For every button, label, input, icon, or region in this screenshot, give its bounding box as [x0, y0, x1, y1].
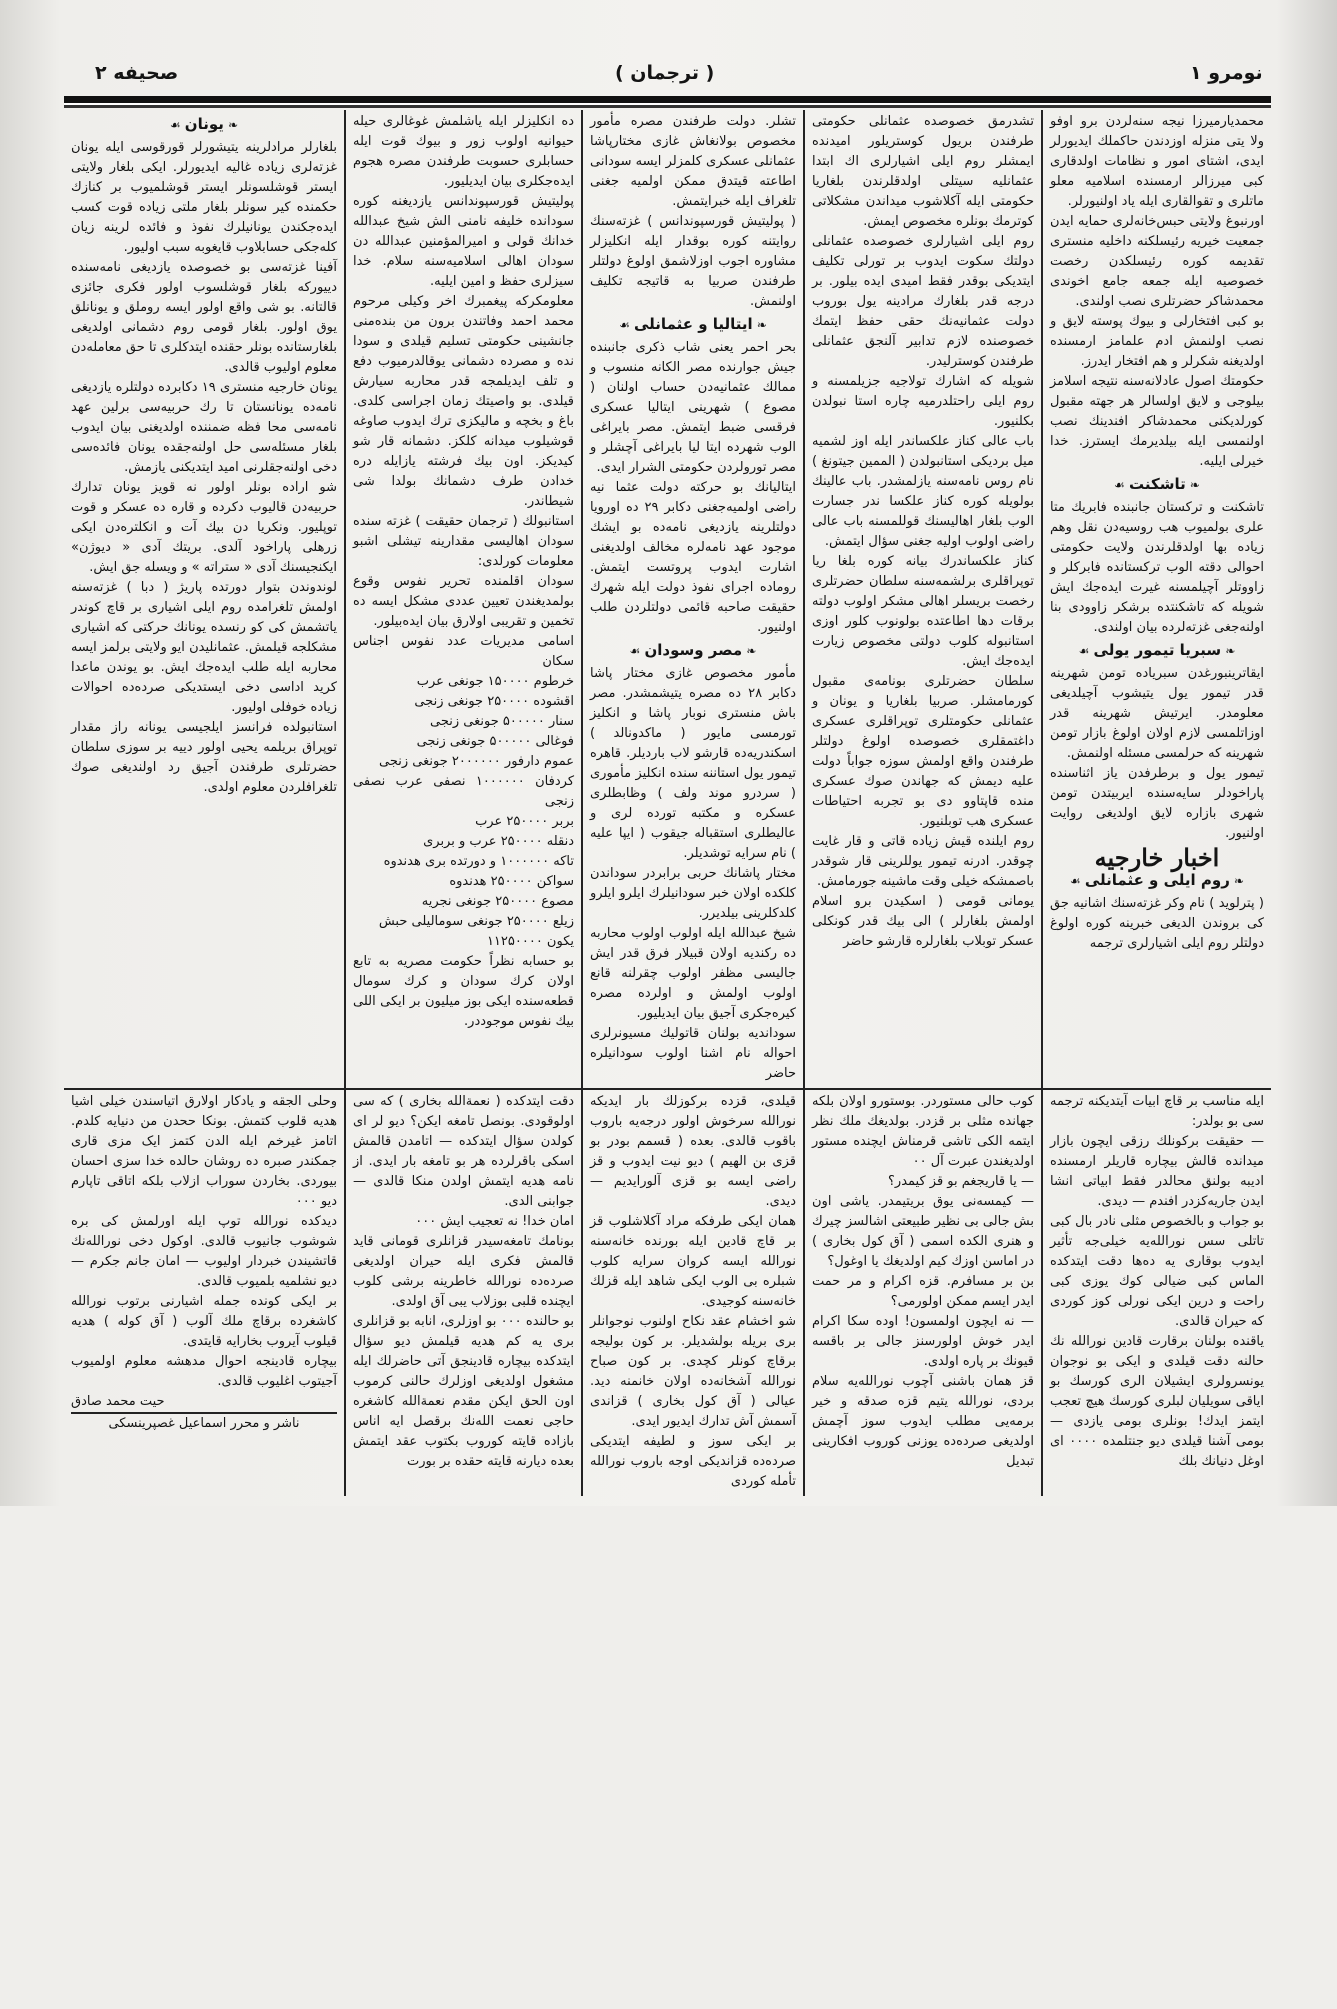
story-paragraph: بر ایکی سوز و لطیفه ایتدیکی صرده‌ده قزاندیکی اوجه باروب نورالله تأمله کوردی — [590, 1434, 796, 1489]
story-paragraph: بو حالنده ۰۰۰ بو اوزلری، انابه بو قزانلری بری یه کم هدیه قیلمش دیو سؤال ایتدکده بیچاره قادینجق آتی حاضرلك ایله مشغول اولدیغی اوزلرك حالنی کرموب اون الحق ایکن مقدم نعمةالله كاشغره حاجی نعمت الله‌نك برقصل ایه اناس بازاده قایته کوروب بکتوب عقد ایتمش بعده دیارنه قایته حقده بر بورت — [353, 1314, 574, 1469]
column-domestic-news — [1041, 110, 1271, 1088]
article-paragraph: مختار پاشانك حربی برابردر سوداندن کلکده اولان خبر سودانیلرك ایلرو ایلرو کلدکلرینی بیلدیرر. — [590, 866, 796, 921]
article-paragraph: روم ایلی اشیارلری خصوصده عثمانلی دولتك سکوت ایدوب بر تورلی تکلیف ایتدیکی بوقدر فقط امیدی ایده بیلور. بر درجه قدر بلغارك مرادینه یول بوروب دولت عثمانیه‌نك حقی حفظ ایتمك خصوصنده لازم تدابیر آلنجق عثمانلی طرفندن کوسترلیدر. — [812, 234, 1034, 369]
population-row: بربر ۲۵۰۰۰۰ عرب — [475, 814, 574, 829]
article-paragraph: استانبولك ( ترجمان حقیقت ) غزته سنده سودان اهالیسی مقدارینه تیشلی اشبو معلومات کورلدی: — [353, 514, 574, 569]
article-paragraph: حکومتك اصول عادلانه‌سنه نتیجه اسلامز بیلوجی و لایق اولسالر هر جهته مقبول کورلدیکنی محمدشاکر افندینك نصب اولنمسی ایله بیلدیرمك ایسترز. خدا خیرلی ایلیه. — [1050, 374, 1264, 469]
article-paragraph: مأمور مخصوص غازی مختار پاشا دکابر ۲۸ ده مصره یتیشمشدر. مصر باش منستری نوبار پاشا و انکلیز تورمسی مایور ( ماکدونالد ) اسکندریه‌ده قارشو لاب باردیلر. قاهره تیمور یول استاننه سنده انکلیز مأموری ( سردرو موند ولف ) وظابطلری عسکره و مکتبه تورده لری و عالیطلری استقباله جیقوب ( ایپا علیه ) نام سرایه توشدیلر. — [590, 666, 796, 861]
population-table-header: اسامی مدیریات عدد نفوس اجناس سکان — [353, 634, 574, 669]
issue-number-label: نومرو ۱ — [1190, 62, 1263, 84]
article-paragraph: سوداندیه بولنان قاتولیك مسیونرلری احواله نام اشنا اولوب سودانیلره حاضر — [590, 1026, 796, 1081]
story-paragraph: بن بر مسافرم. قزه اکرام و مر حمت ایدر ایسم ممکن اولورمی؟ — [812, 1274, 1034, 1309]
article-paragraph: استانبولده فرانسز ایلجیسی یونانه راز مقدار توپراق بریلمه یحیی اولور دییه بر سوزی سلطان حضرتلری طرفندن آجیق رد اولندیغی صوك تلغرافلردن معلوم اولدی. — [71, 720, 337, 795]
author-signature: حیت محمد صادق — [71, 1394, 165, 1409]
story-paragraph: امان خدا! نه تعجیب ایش ۰۰۰ — [415, 1214, 574, 1229]
column-italy-egypt — [581, 110, 803, 1088]
population-row: زیلع ۲۵۰۰۰۰ جونغی سومالیلی حبش — [378, 914, 574, 929]
article-paragraph: لوندوندن بتوار دورتده پاریژ ( دبا ) غزته‌سنه اولمش تلغرامده روم ایلی اشیاری بر قاچ کوندر یاتشمش کی کو رنسده یونانك حرکتی که اشیاری مشکلجه قیلمش. عثمانلیدن ایو ولایتی برلمز ایسه محاربه ایله طلب ایده‌جك ایش. بو یوندن ماعدا کرید اداسی دخی ایستدیکی صرده‌ده احوالات زیاده خوفلی اولیور. — [71, 580, 337, 715]
article-paragraph: شو اراده بونلر اولور نه قویز یونان تدارك حربیه‌دن قالیوب دکرده و قاره ده عسکر و قوت توپلیور. ونکریا دن بیك آت و انکلتره‌دن ایکی زرهلی پاراخود آلدی. بریتك آدی « دیوژن» ایکنجیسنك آدی « ستراته » و ویسله جق ایش. — [71, 480, 337, 575]
population-row: عموم دارفور ۲۰۰۰۰۰۰ جونغی زنجی — [379, 754, 574, 769]
foreign-news-masthead: اخبار خارجیه — [1094, 843, 1220, 872]
story-paragraph: دیدکده نورالله توپ ایله اورلمش کی بره شوشوب جانیوب قالدی. اوکول دخی نورالله‌نك قاتشیندن خبردار اولیوب — امان جانم جکرم — دیو نشلمیه بلمیوب قالدی. — [71, 1214, 337, 1289]
story-paragraph: — یا قاریجغم بو قز کیمدر؟ — [888, 1174, 1034, 1189]
article-paragraph: بحر احمر یعنی شاب ذکری جانبنده جیش جوارنده مصر الکانه منسوب و ممالك عثمانیه‌دن حساب اولنان ( مصوع ) شهرینی ایتالیا عسکری فرقسی ضبط ایتمش. مصر بایراغی الوب شهرده ایتا لیا بایراغی آچشلر و مصر تورولردن حکومتی الشرار ایدی. — [590, 340, 796, 475]
population-row: سنار ۵۰۰۰۰۰ جونغی زنجی — [430, 714, 574, 729]
population-row: خرطوم ۱۵۰۰۰۰ جونغی عرب — [416, 674, 574, 689]
article-paragraph: پولیتیش قورسپوندانس یازدیغنه کوره سودانده خلیفه نامنی الش شیخ عبدالله خدانك قولی و امیرالمؤمنین عبدالله دن سودان اهالی اسلامیه‌سنه سلام. خدا سیزلری حفظ و امین ایلیه. — [353, 194, 574, 289]
article-paragraph: یومانی قومی ( اسکیدن برو اسلام اولمش بلغارلر ) الی بیك قدر کونکلی عسکر توبلاب بلغارلره قارشو حاضر — [812, 894, 1034, 949]
population-total: یکون ۱۱۲۵۰۰۰۰ — [486, 934, 574, 949]
article-paragraph: یونان خارجیه منستری ۱۹ دکابرده دولتلره یازدیغی نامه‌ده یونانستان تا رك حربیه‌سی برلین عهد نامه‌سی محا فظه ضمننده اولدیغنی بیان ایدوب بلغار مسئله‌سی حل اولنه‌جقده یونان فائده‌سی دخی اولنه‌جقلرنی امید ایتدیکنی یازمش. — [71, 380, 337, 475]
section-heading-rumelia: ❧ روم ایلی و عثمانلی ☙ — [1050, 870, 1264, 891]
article-paragraph: بو حسابه نظراً حکومت مصریه به تابع اولان کرك سودان و کرك سومال قطعه‌سنده ایکی بوز میلیون بر ایکی اللی بیك نفوس موجوددر. — [353, 954, 574, 1029]
section-heading-italy-ottoman: ❧ ایتالیا و عثمانلی ☙ — [590, 314, 796, 335]
article-paragraph: ( پترلوید ) نام وکر غزته‌سنك اشانیه جق کی بروندن الدیغی خبرینه کوره اولوغ دولتلر روم ایلی اشیارلری ترجمه — [1050, 896, 1264, 951]
article-paragraph: محمدیارمیرزا نیجه سنه‌لردن برو اوفو ولا یتی منزله اوزدندن حاکملك ایدیورلر ایدی، اشتای امور و نظامات اولدقاری کبی میرزالر ارمسنده اسلامیه معلو ماتلری و تقوالقاری ایله یاد اولنیورلر. — [1050, 114, 1264, 209]
article-paragraph: تشلر. دولت طرفندن مصره مأمور مخصوص بولانغاش غازی مختارپاشا عثمانلی عسکری کلمزلر ایسه سودانی اطاعته قیتدق ممکن اولمیه جغنی تلغراف ایله خبرایتمش. — [590, 114, 796, 209]
story-paragraph: شو اخشام عقد نکاح اولنوب نوجوانلر بری بریله بولشدیلر. بر کون بولیجه برقاچ کونلر کچدی. بر کون صباح نورالله آشخانه‌ده اولان خانمنه دید. عیالی ( آق کول بخاری ) قزاندی آسمش آش تدارك ایدیور ایدی. — [590, 1314, 796, 1429]
population-row: فوغالی ۵۰۰۰۰۰ جونغی زنجی — [416, 734, 574, 749]
upper-section — [64, 110, 1271, 1090]
header-rule — [64, 96, 1271, 105]
serial-story-part-1 — [1041, 1090, 1271, 1496]
article-paragraph: ( پولیتیش قورسپوندانس ) غزته‌سنك روایتنه کوره بوقدار ایله انکلیزلر مشاوره اجوب اوزلاشمق اولوغ دولتلر طرفندن صربیا به قاتیجه تکلیف اولنمش. — [590, 214, 796, 309]
story-paragraph: کوب حالی مستوردر. بوستورو اولان بلکه جهانده مثلی بر قزدر. بولدیغك ملك نظر ایتمه الکی تاشی قرمناش ایچنده مستور اولدیغندن عبرت آل ۰۰ — [812, 1094, 1034, 1169]
section-heading-egypt-sudan: ❧ مصر وسودان ☙ — [590, 640, 796, 661]
newspaper-title: ( ترجمان ) — [615, 62, 715, 84]
story-paragraph: قز همان باشنی آچوب نورالله‌یه سلام بردی، نورالله یتیم قزه صدقه و خیر برمه‌یی مطلب ایدوب سوز آچمش اولدیغی صرده‌ده یوزنی کوروب افکارینی تبدیل — [812, 1374, 1034, 1469]
serial-story-part-3 — [581, 1090, 803, 1496]
page-number-label: صحیفه ۲ — [95, 62, 179, 84]
serial-story-part-4 — [344, 1090, 581, 1496]
publisher-line: ناشر و محرر اسماعیل غصپرینسکی — [71, 1412, 337, 1434]
column-rumelia — [803, 110, 1041, 1088]
article-paragraph: شویله که اشارك تولاجیه جزیلمسنه و روم ایلی راحتلدرمیه چاره استا نبولدن بکلنیور. — [812, 374, 1034, 429]
population-row: کردفان ۱۰۰۰۰۰۰ نصفی عرب نصفی زنجی — [353, 774, 575, 809]
section-heading-greece: ❧ یونان ☙ — [71, 114, 337, 135]
article-paragraph: تاشکنت و ترکستان جانبنده فابریك متا علری بولمیوب هب روسیه‌دن نقل وهم زیاده بها اولدقلرندن ولایت حکومتی احوالی دقته الوب ترکستانده فابرکلر و زاووتلر آچیلمسنه غیرت ایده‌جك ایش شویله که تاشکنتده برشکر زاوودی بنا اولنه‌جغی غزته‌لرده بیان اولندی. — [1050, 500, 1264, 635]
story-paragraph: — حقیقت برکونلك رزقی ایچون بازار میدانده قالش بیچاره قاریلر ارمسنده ادیبه بولنق محالدر فقط ابیاتی انشا ایدن جاریه‌کزدر افندم — دیدی. — [1050, 1134, 1264, 1209]
column-greece — [64, 110, 344, 1088]
population-row: تاکه ۱۰۰۰۰۰۰ و دورتده بری هدندوه — [383, 854, 574, 869]
section-heading-siberia-railway: ❧ سبریا تیمور یولی ☙ — [1050, 640, 1264, 661]
article-paragraph: بلغارلر مرادلرینه یتیشورلر قورقوسی ایله یونان غزته‌لری زیاده غالیه ایدیورلر. ایکی بلغار ولایتی ایستر قوشلسونلر ایستر قوشلمیوب بر کنازك حکمنده کیر سونلر بلغار ملتی زیاده قوت کسب ایده‌جکندن یونانیلرك نفوذ و فائده لرینه زیان کله‌جکی حسابلاوب قایغوبه سبب اولیور. — [71, 140, 337, 255]
article-paragraph: سلطان حضرتلری بونامه‌ی مقبول کورمامشلر. صربیا بلغاریا و یونان و عثمانلی حکومتلری توپراقلری عسکری داغتمقلری خصوصده اولوغ دولتلر طرفندن واقع اولمش سوزه جواباً دولت علیه دیمش که جهاندن صوك عسکری منده قاپتاوو دی بو تجربه احتیاطات عسکری هب توبلنیور. — [812, 674, 1034, 829]
section-heading-tashkent: ❧ تاشکنت ☙ — [1050, 474, 1264, 495]
story-paragraph: بر ایکی کونده جمله اشیارنی برتوب نورالله کاشغرده برقاچ ملك آلوب ( آق کوله ) هدیه قیلوب آیروب بخارایه قایتدی. — [71, 1294, 337, 1349]
article-paragraph: کناز علکساندرك بیانه کوره بلغا ریا توپراقلری برلشمه‌سنه سلطان حضرتلری رخصت بریسلر اهالی مشکر اولوب دولته برقات دها اطاعتده بولونوب کلور اوزی استانبوله کلوب دولتی مخصوص زیارت ایده‌جك ایش. — [812, 554, 1034, 669]
article-paragraph: سودان اقلمنده تحریر نفوس وقوع بولمدیغندن تعیین عددی مشکل ایسه ده تخمین و تقریبی اولارق بیان ایده‌بیلور. — [353, 574, 574, 629]
story-paragraph: ایله مناسب بر قاچ ابیات آیتدیکنه ترجمه سی بو بولدر: — [1050, 1094, 1264, 1129]
population-row: اقشوده ۲۵۰۰۰۰ جونغی زنجی — [414, 694, 574, 709]
story-paragraph: — نه ایچون اولمسون! اوده سکا اکرام ایدر خوش اولورسنز جالی بر باقسه قیونك بر پاره اولدی. — [812, 1314, 1034, 1369]
population-row: مصوع ۲۵۰۰۰۰ جونغی نجریه — [421, 894, 574, 909]
article-paragraph: ده انکلیزلر ایله یاشلمش غوغالری حیله حیوانیه اولوب زور و بیوك قوت ایله حسابلری حسوبت طرفندن مصره هجوم ایده‌جکلری بیان ایدیلیور. — [353, 114, 574, 189]
story-paragraph: بونامك تامغه‌سیدر قزانلری قومانی قاید قالمش فکری ایله حیران اولدیغی صرده‌ده نورالله خاطرینه برشی کلوب ایچنده قلبی بوزلاب یبی آق اولدی. — [353, 1234, 574, 1309]
story-paragraph: بیچاره قادینجه احوال مدهشه معلوم اولمیوب آجیتوب اغلیوب قالدی. — [71, 1354, 337, 1389]
serial-story-part-5 — [64, 1090, 344, 1496]
article-paragraph: آفینا غزته‌سی بو خصوصده یازدیغی نامه‌سنده دییورکه بلغار قوشلسوب اولور فکری جائزی قالتانه. بو شی واقع اولور ایسه روملق و یونانلق یوق اولور. بلغار قومی روم دشمانی اولدیغی بلغارستانده بونلر حقنده ایتدکلری تا حق معامله‌دن معلوم اولیوب قالدی. — [71, 260, 337, 375]
masthead — [64, 0, 1271, 110]
story-paragraph: قیلدی، قزده برکوزلك بار ایدیکه نورالله سرخوش اولور درجه‌یه باروب باقوب قالدی. بعده ( قسمم بودر بو قزی بن الهیم ) دیو نیت ایدوب و قز راضی ایسه بو قزی آلورایدیم — دیدی. — [590, 1094, 796, 1209]
story-paragraph: یاقنده بولنان برقارت قادین نورالله نك حالنه دقت قیلدی و ایکی بو نوجوان یونسرولری ایشیلان الری کورسك بو ایاقی سویلیان لبلری کورسك هیچ تعجب ایتمز ایدك! بونلری بومی یازدی — بومی آشنا قیلدی دیو جنتلمده ۰۰۰۰ ای اوغل دنیانك بلك — [1050, 1334, 1264, 1469]
article-paragraph: ایتالیانك بو حرکته دولت عثما نیه راضی اولمیه‌جغنی دکابر ۲۹ ده اورویا دولتلرینه یازدیغی نامه‌ده بو ایشك موجود عهد نامه‌لره مخالف اولدیغنی اشارت ایدوب پروتست ایتمش. روماده اجرای نفوذ دولت ایله شهرك حقیقت صاحبه قائمی دولتلردن طلب اولنیور. — [590, 480, 797, 635]
article-paragraph: باب عالی کناز علکساندر ایله اوز لشمیه میل بردیکی استانبولدن ( الممین جیتونغ ) نام روس نامه‌سنه یازلمشدر. باب عالینك بولویله کوره کناز علکسا ندر جسارت الوب بلغار اهالیسنك قوللمسنه باب عالی راضی اولوب اولیه جغنی سؤال ایتمش. — [812, 434, 1034, 549]
serial-story-section — [64, 1090, 1271, 1496]
story-paragraph: بو جواب و بالخصوص مثلی نادر بال کبی تاتلی سس نورالله‌یه خیلی‌جه تأثیر ایدوب بوقاری یه ده‌ها دقت ایتدکده الماس کبی ضیالی کوك یوزی کبی راحت و درین ایکی نورلی کوز کوردی که حیران قالدی. — [1050, 1214, 1264, 1329]
story-paragraph: همان ایکی طرفکه مراد آکلاشلوب قز بر قاچ قادین ایله بورنده خانه‌سنه نورالله ایسه کروان سرایه کلوب شبلره بی الوب ایکی شاهد ایله قزلك خانه‌سنه کوجیدی. — [590, 1214, 796, 1309]
article-paragraph: تیمور یول و برطرفدن یاز اثناسنده پاراخودلر سایه‌سنده ایربیتدن تومن شهری بازاره لایق اولدیغی روایت اولنیور. — [1050, 766, 1264, 841]
population-row: سواکن ۲۵۰۰۰۰ هدندوه — [449, 874, 574, 889]
story-paragraph: دقت ایتدکده ( نعمةالله بخاری ) که سی اولوقودی. بونصل تامغه ایکن؟ دیو لر ای کولدن سؤال ایتدکده — اتامدن قالمش اسکی باقرلرده هر بو تامغه بار ایدی. از نامه هدیه ایتمش اولدن منکا قالدی — جوابنی الدی. — [353, 1094, 574, 1209]
article-paragraph: ایقاترینبورغدن سبریاده تومن شهرینه قدر تیمور یول یتیشوب آچیلدیغی معلومدر. ایرتیش شهرینه قدر اوزاتلمسی لازم اولان اولوغ بازار تومن شهرینه که حرلمسی مسئله اولنمش. — [1050, 666, 1264, 761]
article-paragraph: معلومکرکه پیغمبرك اخر وکیلی مرحوم محمد احمد وفاتندن برون من بنده‌منی جانشینی حکومتی تسلیم قیلدی و سودا نده و مصرده دشمانی یوقالدرمیوب دفع و تلف ایدیلمجه قدر محاربه سیارش قیلدی. بو واصیتك زمان اجراسی کلدی. باغ و بخچه و مالیکزی ترك ایدوب صاوغه قوشیلوب میدانه کلکز. دشمانه قار شو کیدیکز. اون بیك فرشته یازایله دره خدادن طرف دشمانك بولدا شی شیطاندر. — [353, 294, 574, 509]
story-paragraph: وحلی الجقه و یادکار اولارق اتیاسندن خیلی اشیا هدیه قلوب کتمش. بونکا ححدن من دنیایه کلدم. اتامز غیرخم ایله الدن کتمز ایک مزی قاری جمکندر صبره ده روشان حالده خدا سزی احسان بیوردی. بخاردن سوراب ازلاب بلکه اتاقی تاپارم دیو ۰۰۰ — [71, 1094, 337, 1209]
serial-story-part-2 — [803, 1090, 1041, 1496]
population-row: دنقله ۲۵۰۰۰۰ عرب و بربری — [423, 834, 574, 849]
story-paragraph: — کیمسه‌نی یوق بریتیمدر. یاشی اون بش جالی بی نظیر طبیعتی اشالسز چیرك و هنری الکده اسمی ( آق کول بخاری ) در اماسن اوزك کیم اولدیغك یا اوغول؟ — [812, 1194, 1034, 1269]
article-paragraph: اورنبوغ ولایتی حبس‌خانه‌لری حمایه ایدن جمعیت خیریه رئیسلکنه داخلیه منستری تقدیمه کوره رئیسلکدن رخصت خصوصیه ایله جمعه جامع اخوندی محمدشاکر حضرتلری نصب اولندی. — [1050, 214, 1264, 309]
article-paragraph: شیخ عبدالله ایله اولوب اولوب محاربه ده رکندیه اولان قبیلار فرق قدر ایش جالیسی مظفر اولوب چقرلنه قانع اولوب اولمش و اولرده مصره کیره‌جکری آجیق بیان ایدیلیور. — [590, 926, 796, 1021]
column-sudan — [344, 110, 581, 1088]
article-paragraph: بو کبی افتخارلی و بیوك پوسته لایق و نصب اولنمش ادم علمامز ارمسنده اولدیغنه شکرلر و هم افتخار ایدرز. — [1050, 314, 1264, 369]
article-paragraph: تشدرمق خصوصده عثمانلی حکومتی طرفندن بریول کوستریلور امیدنده ایمشلر روم ایلی اشیارلری اك ابتدا عثمانلیه سیتلی اولدقلرندن بلغاریا حکومتی ایله آکلاشوب میداندن مشکلاتی کوترمك بونلره مخصوص ایمش. — [812, 114, 1034, 229]
article-paragraph: روم ایلنده قیش زیاده قاتی و قار غایت چوقدر. ادرنه تیمور یوللرینی قار شوقدر باصمشکه خیلی وقت ماشینه جورمامش. — [812, 834, 1034, 889]
